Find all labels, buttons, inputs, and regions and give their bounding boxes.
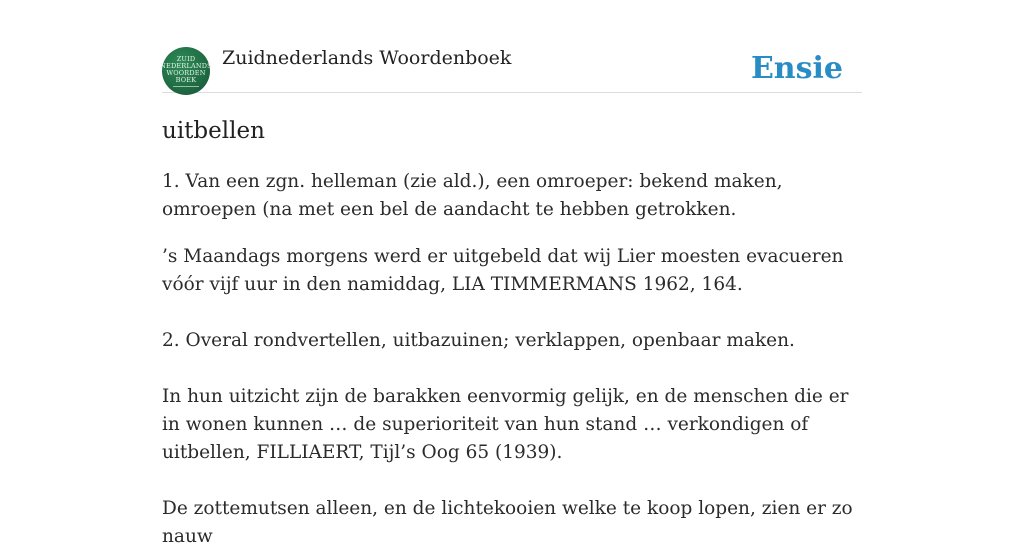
entry-headword: uitbellen [162, 118, 265, 144]
definition-paragraph: 2. Overal rondvertellen, uitbazuinen; verklappen, openbaar maken. [162, 330, 795, 351]
logo-text-line: BOEK [175, 75, 197, 84]
logo-text-line: ZUID [176, 54, 196, 63]
logo-rule [173, 86, 199, 87]
brand-logo[interactable]: Ensie [750, 51, 843, 86]
quotation-paragraph: De zottemutsen alleen, en de lichtekooien welke te koop lopen, zien er zo nauw [162, 498, 853, 547]
site-header [162, 0, 862, 93]
site-logo[interactable] [162, 47, 210, 95]
quotation-paragraph: In hun uitzicht zijn de barakken eenvormig gelijk, en de menschen die er in wonen kunnen … de superioriteit van hun stand … verkondigen of uitbellen, FILLIAERT, Tijl’s Oog 65 (1939). [162, 386, 849, 463]
definition-paragraph: 1. Van een zgn. helleman (zie ald.), een omroeper: bekend maken, omroepen (na met een bel de aandacht te hebben getrokken. [162, 171, 783, 220]
site-title[interactable]: Zuidnederlands Woordenboek [222, 47, 512, 69]
quotation-paragraph: ’s Maandags morgens werd er uitgebeld dat wij Lier moesten evacueren vóór vijf uur in den namiddag, LIA TIMMERMANS 1962, 164. [162, 246, 844, 295]
logo-text-line: NEDERLANDS [160, 61, 212, 70]
content-container [160, 0, 862, 547]
logo-text-line: WOORDEN [166, 68, 206, 77]
